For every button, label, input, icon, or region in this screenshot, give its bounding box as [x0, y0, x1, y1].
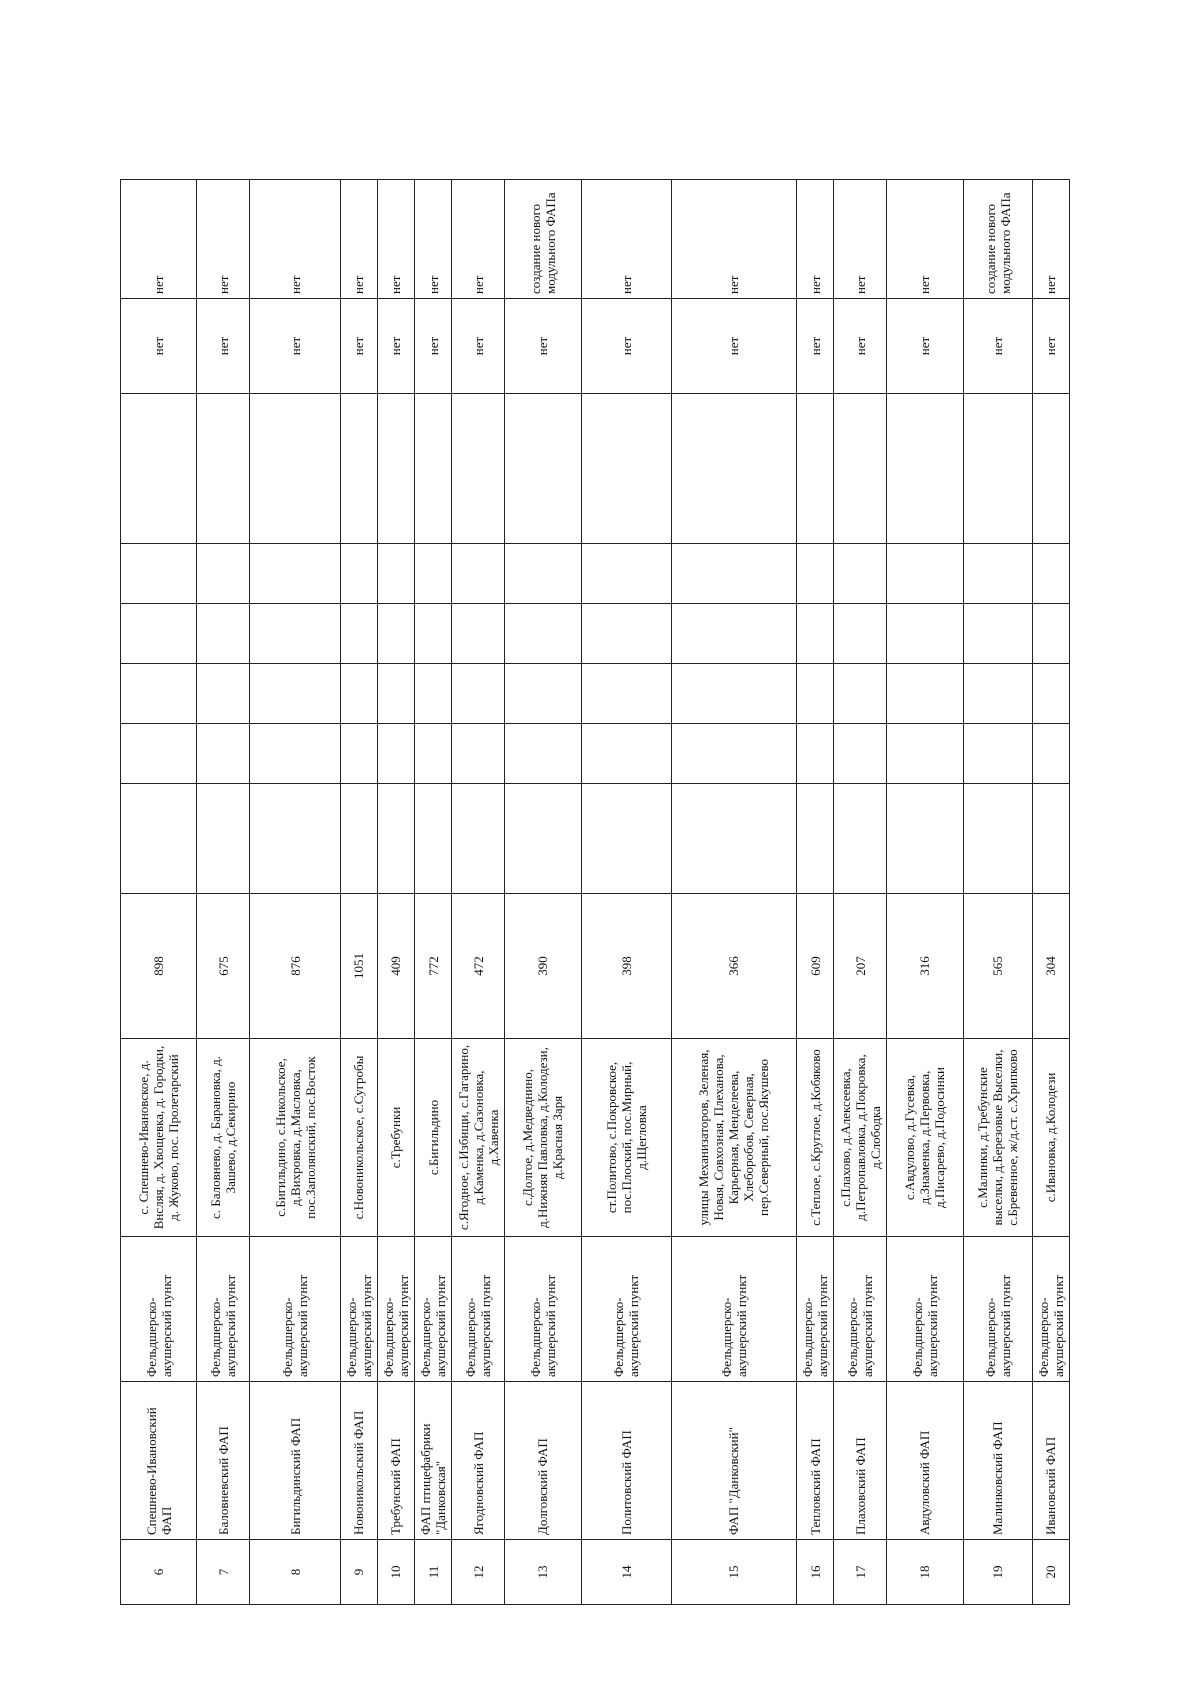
empty-cell: [797, 394, 834, 544]
empty-cell: [834, 604, 887, 664]
empty-cell: [505, 664, 581, 724]
row-number: 20: [1032, 1540, 1069, 1605]
settlements-served: улицы Механизаторов, Зеленая, Новая, Совхозная, Плеханова, Карьерная, Менделеева, Хлеборобов, Северная, пер.Северный, пос.Якушево: [671, 1039, 796, 1237]
settlements-served: с.Малинки, д.Требунские выселки, д.Березовые Выселки, с.Бревенное, ж/д.ст. с.Хрипково: [963, 1039, 1032, 1237]
empty-cell: [505, 544, 581, 604]
empty-cell: [505, 784, 581, 894]
empty-cell: [1032, 664, 1069, 724]
empty-cell: [834, 664, 887, 724]
empty-cell: [671, 604, 796, 664]
empty-cell: [1032, 394, 1069, 544]
table-row: [250, 180, 340, 1605]
row-number: 8: [250, 1540, 340, 1605]
empty-cell: [197, 664, 250, 724]
empty-cell: [797, 664, 834, 724]
status-cell-e: нет: [121, 299, 197, 394]
facility-name: Авдуловский ФАП: [887, 1382, 963, 1540]
status-cell-e: нет: [1032, 299, 1069, 394]
empty-cell: [887, 724, 963, 784]
status-cell-f: нет: [377, 180, 414, 299]
empty-cell: [671, 664, 796, 724]
table-row: [377, 180, 414, 1605]
facility-name: ФАП "Данковский": [671, 1382, 796, 1540]
empty-cell: [505, 394, 581, 544]
empty-cell: [250, 664, 340, 724]
status-cell-e: нет: [414, 299, 451, 394]
population-count: 565: [963, 894, 1032, 1039]
facility-name: Баловневский ФАП: [197, 1382, 250, 1540]
empty-cell: [963, 784, 1032, 894]
status-cell-f: нет: [887, 180, 963, 299]
empty-cell: [1032, 724, 1069, 784]
empty-cell: [963, 394, 1032, 544]
empty-cell: [581, 784, 671, 894]
table-row: [797, 180, 834, 1605]
empty-cell: [197, 394, 250, 544]
empty-cell: [671, 394, 796, 544]
row-number: 12: [452, 1540, 505, 1605]
empty-cell: [414, 544, 451, 604]
empty-cell: [197, 724, 250, 784]
facility-type: Фельдшерско-акушерский пункт: [963, 1237, 1032, 1382]
empty-cell: [121, 604, 197, 664]
population-count: 472: [452, 894, 505, 1039]
table-row: [887, 180, 963, 1605]
settlements-served: с.Требунки: [377, 1039, 414, 1237]
empty-cell: [377, 724, 414, 784]
empty-cell: [1032, 604, 1069, 664]
table-row: [452, 180, 505, 1605]
settlements-served: с. Спешнево-Ивановское, д. Внсляя, д. Хвощевка, д. Городки, д. Жуково, пос. Пролетарский: [121, 1039, 197, 1237]
row-number: 7: [197, 1540, 250, 1605]
settlements-served: с.Бигильдино: [414, 1039, 451, 1237]
empty-cell: [834, 544, 887, 604]
facility-type: Фельдшерско-акушерский пункт: [452, 1237, 505, 1382]
facility-type: Фельдшерско-акушерский пункт: [414, 1237, 451, 1382]
table-row: [1032, 180, 1069, 1605]
empty-cell: [452, 604, 505, 664]
empty-cell: [414, 604, 451, 664]
empty-cell: [963, 724, 1032, 784]
table-row: [121, 180, 197, 1605]
status-cell-f: нет: [250, 180, 340, 299]
status-cell-f: нет: [414, 180, 451, 299]
empty-cell: [887, 604, 963, 664]
status-cell-e: нет: [505, 299, 581, 394]
population-count: 390: [505, 894, 581, 1039]
status-cell-e: нет: [581, 299, 671, 394]
status-cell-e: нет: [797, 299, 834, 394]
empty-cell: [250, 394, 340, 544]
row-number: 14: [581, 1540, 671, 1605]
empty-cell: [452, 664, 505, 724]
empty-cell: [505, 604, 581, 664]
empty-cell: [197, 604, 250, 664]
table-row: [581, 180, 671, 1605]
empty-cell: [887, 664, 963, 724]
row-number: 15: [671, 1540, 796, 1605]
facility-type: Фельдшерско-акушерский пункт: [834, 1237, 887, 1382]
facility-type: Фельдшерско-акушерский пункт: [197, 1237, 250, 1382]
empty-cell: [377, 604, 414, 664]
empty-cell: [581, 544, 671, 604]
empty-cell: [452, 394, 505, 544]
table-row: [340, 180, 377, 1605]
settlements-served: с.Ивановка, д.Колодези: [1032, 1039, 1069, 1237]
empty-cell: [797, 784, 834, 894]
fap-table: [120, 179, 1070, 1605]
empty-cell: [963, 604, 1032, 664]
empty-cell: [797, 604, 834, 664]
empty-cell: [1032, 784, 1069, 894]
population-count: 1051: [340, 894, 377, 1039]
settlements-served: с.Ягодное, с.Избищи, с.Гагарино, д.Каменка, д.Сазоновка, д.Хавенка: [452, 1039, 505, 1237]
facility-type: Фельдшерско-акушерский пункт: [797, 1237, 834, 1382]
facility-name: Тепловский ФАП: [797, 1382, 834, 1540]
facility-name: Плаховский ФАП: [834, 1382, 887, 1540]
population-count: 316: [887, 894, 963, 1039]
empty-cell: [887, 394, 963, 544]
empty-cell: [671, 724, 796, 784]
population-count: 675: [197, 894, 250, 1039]
empty-cell: [250, 604, 340, 664]
facility-name: Ивановский ФАП: [1032, 1382, 1069, 1540]
status-cell-f: нет: [834, 180, 887, 299]
empty-cell: [414, 784, 451, 894]
empty-cell: [834, 724, 887, 784]
facility-name: Спешнево-Ивановский ФАП: [121, 1382, 197, 1540]
population-count: 898: [121, 894, 197, 1039]
empty-cell: [797, 724, 834, 784]
population-count: 409: [377, 894, 414, 1039]
table-row: [414, 180, 451, 1605]
status-cell-e: нет: [887, 299, 963, 394]
settlements-served: с.Авдулово, д.Гусевка, д.Знаменка, д.Первовка, д.Писарево, д.Подосинки: [887, 1039, 963, 1237]
empty-cell: [414, 394, 451, 544]
facility-type: Фельдшерско-акушерский пункт: [671, 1237, 796, 1382]
facility-name: Новоникольский ФАП: [340, 1382, 377, 1540]
empty-cell: [121, 544, 197, 604]
empty-cell: [414, 664, 451, 724]
empty-cell: [581, 724, 671, 784]
empty-cell: [197, 784, 250, 894]
settlements-served: с. Баловнево, д. Барановка, д. Зашево, д.Секирино: [197, 1039, 250, 1237]
settlements-served: с.Новоникольское, с.Сугробы: [340, 1039, 377, 1237]
empty-cell: [340, 724, 377, 784]
status-cell-f: нет: [121, 180, 197, 299]
status-cell-e: нет: [452, 299, 505, 394]
empty-cell: [581, 664, 671, 724]
population-count: 207: [834, 894, 887, 1039]
population-count: 772: [414, 894, 451, 1039]
facility-type: Фельдшерско-акушерский пункт: [377, 1237, 414, 1382]
empty-cell: [797, 544, 834, 604]
facility-type: Фельдшерско-акушерский пункт: [121, 1237, 197, 1382]
table-row: [963, 180, 1032, 1605]
row-number: 19: [963, 1540, 1032, 1605]
facility-name: Малинковский ФАП: [963, 1382, 1032, 1540]
empty-cell: [197, 544, 250, 604]
empty-cell: [377, 394, 414, 544]
status-cell-f: нет: [197, 180, 250, 299]
facility-type: Фельдшерско-акушерский пункт: [340, 1237, 377, 1382]
empty-cell: [121, 784, 197, 894]
facility-name: Требунский ФАП: [377, 1382, 414, 1540]
empty-cell: [963, 544, 1032, 604]
empty-cell: [340, 394, 377, 544]
row-number: 13: [505, 1540, 581, 1605]
table-row: [834, 180, 887, 1605]
empty-cell: [581, 604, 671, 664]
status-cell-e: нет: [197, 299, 250, 394]
status-cell-e: нет: [250, 299, 340, 394]
empty-cell: [963, 664, 1032, 724]
facility-name: Ягодновский ФАП: [452, 1382, 505, 1540]
facility-type: Фельдшерско-акушерский пункт: [887, 1237, 963, 1382]
status-cell-f: нет: [340, 180, 377, 299]
status-cell-f: создание нового модульного ФАПа: [963, 180, 1032, 299]
empty-cell: [340, 544, 377, 604]
population-count: 366: [671, 894, 796, 1039]
facility-name: ФАП птицефабрики "Данковская": [414, 1382, 451, 1540]
empty-cell: [1032, 544, 1069, 604]
status-cell-e: нет: [340, 299, 377, 394]
empty-cell: [834, 784, 887, 894]
empty-cell: [121, 394, 197, 544]
status-cell-f: нет: [797, 180, 834, 299]
settlements-served: с.Теплое, с.Круглое, д.Кобяково: [797, 1039, 834, 1237]
settlements-served: с.Долгое, д.Медведнино, д.Нижняя Павловка, д.Колодези, д.Красная Заря: [505, 1039, 581, 1237]
empty-cell: [452, 544, 505, 604]
row-number: 16: [797, 1540, 834, 1605]
empty-cell: [887, 784, 963, 894]
status-cell-f: нет: [671, 180, 796, 299]
empty-cell: [250, 784, 340, 894]
empty-cell: [671, 784, 796, 894]
empty-cell: [377, 544, 414, 604]
row-number: 6: [121, 1540, 197, 1605]
settlements-served: с.Бигильдино, с.Никольское, д.Вихровка, д.Масловка, пос.Заполянский, пос.Восток: [250, 1039, 340, 1237]
empty-cell: [250, 544, 340, 604]
empty-cell: [121, 664, 197, 724]
row-number: 18: [887, 1540, 963, 1605]
empty-cell: [671, 544, 796, 604]
facility-type: Фельдшерско-акушерский пункт: [1032, 1237, 1069, 1382]
facility-name: Бигильдинский ФАП: [250, 1382, 340, 1540]
table-body: [121, 180, 1070, 1605]
rotated-table-container: [120, 180, 1070, 1605]
empty-cell: [505, 724, 581, 784]
settlements-served: с.Плахово, д.Алексеевка, д.Петропавловка, д.Покровка, д.Слободка: [834, 1039, 887, 1237]
population-count: 609: [797, 894, 834, 1039]
population-count: 398: [581, 894, 671, 1039]
status-cell-e: нет: [963, 299, 1032, 394]
empty-cell: [414, 724, 451, 784]
row-number: 11: [414, 1540, 451, 1605]
row-number: 9: [340, 1540, 377, 1605]
empty-cell: [377, 664, 414, 724]
empty-cell: [377, 784, 414, 894]
status-cell-f: создание нового модульного ФАПа: [505, 180, 581, 299]
table-row: [197, 180, 250, 1605]
empty-cell: [340, 664, 377, 724]
status-cell-f: нет: [581, 180, 671, 299]
empty-cell: [834, 394, 887, 544]
facility-name: Политовский ФАП: [581, 1382, 671, 1540]
empty-cell: [452, 784, 505, 894]
facility-type: Фельдшерско-акушерский пункт: [250, 1237, 340, 1382]
empty-cell: [887, 544, 963, 604]
status-cell-e: нет: [377, 299, 414, 394]
facility-name: Долговский ФАП: [505, 1382, 581, 1540]
empty-cell: [452, 724, 505, 784]
settlements-served: ст.Политово, с.Покровское, пос.Плоский, пос.Мирный, д.Щегловка: [581, 1039, 671, 1237]
status-cell-e: нет: [834, 299, 887, 394]
facility-type: Фельдшерско-акушерский пункт: [505, 1237, 581, 1382]
population-count: 876: [250, 894, 340, 1039]
row-number: 10: [377, 1540, 414, 1605]
status-cell-f: нет: [1032, 180, 1069, 299]
empty-cell: [340, 604, 377, 664]
empty-cell: [340, 784, 377, 894]
table-row: [505, 180, 581, 1605]
empty-cell: [121, 724, 197, 784]
population-count: 304: [1032, 894, 1069, 1039]
row-number: 17: [834, 1540, 887, 1605]
facility-type: Фельдшерско-акушерский пункт: [581, 1237, 671, 1382]
status-cell-f: нет: [452, 180, 505, 299]
empty-cell: [581, 394, 671, 544]
table-row: [671, 180, 796, 1605]
status-cell-e: нет: [671, 299, 796, 394]
empty-cell: [250, 724, 340, 784]
